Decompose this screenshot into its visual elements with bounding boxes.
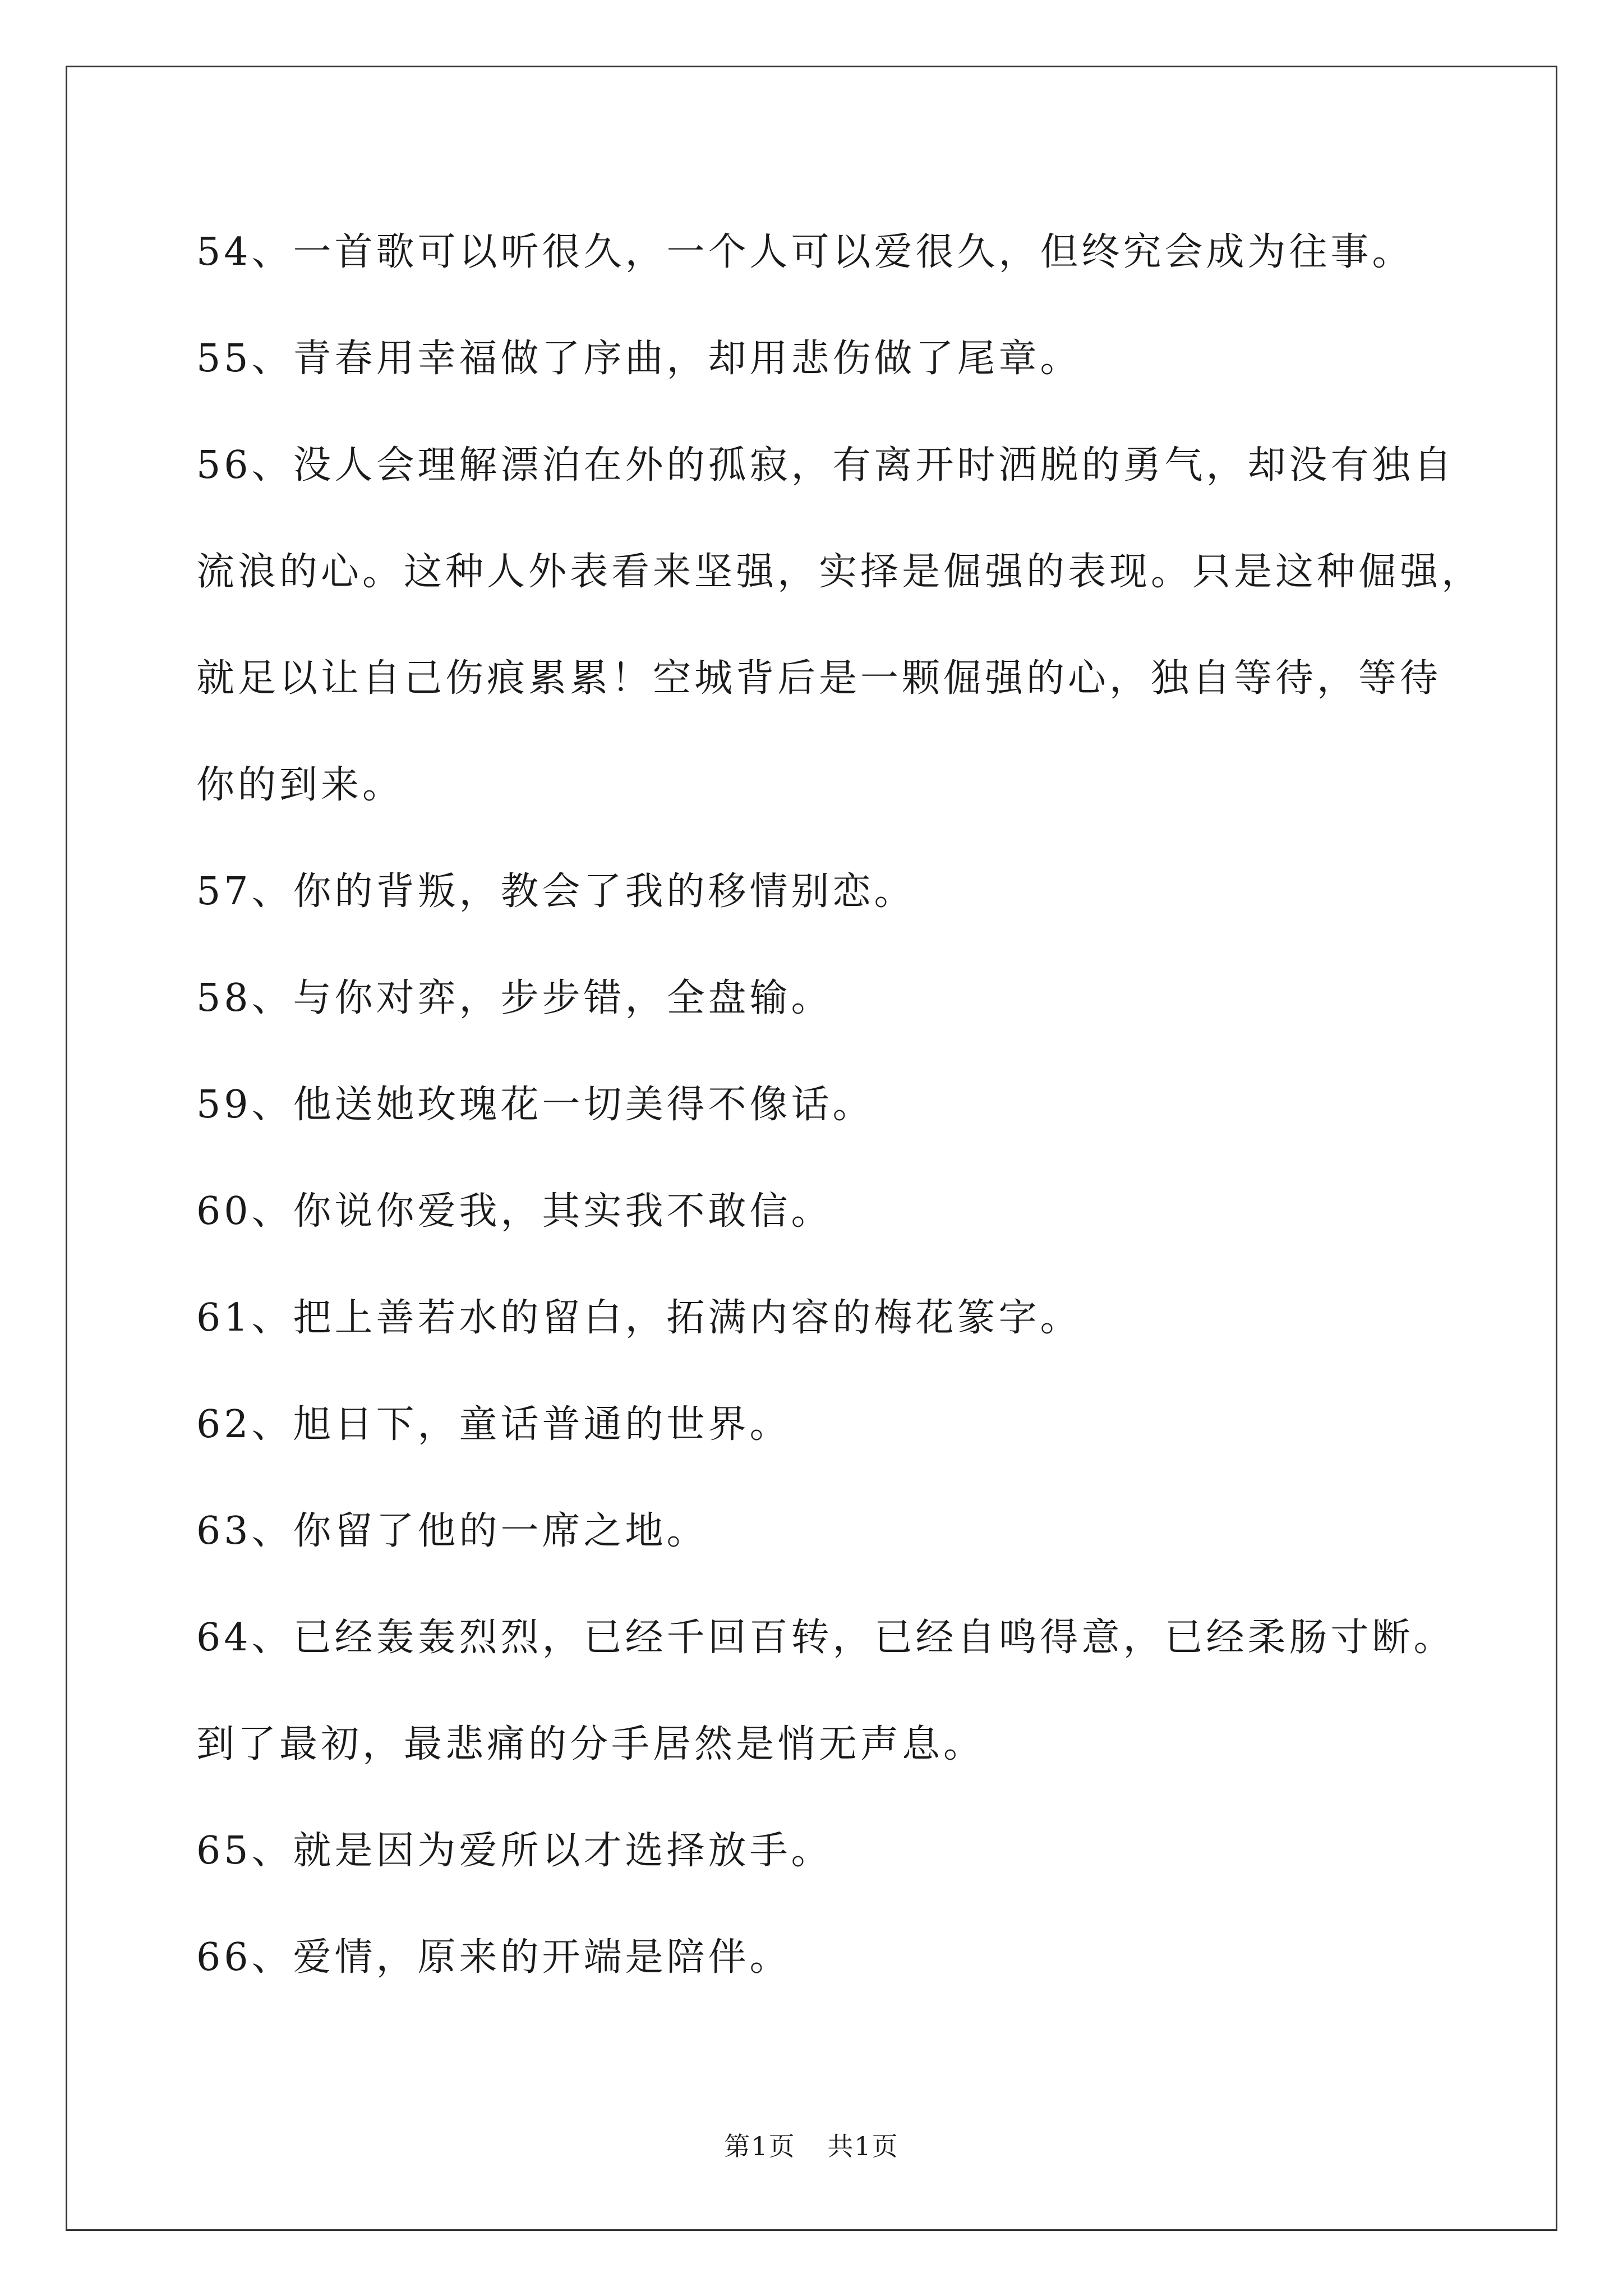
text-line: 55、青春用幸福做了序曲，却用悲伤做了尾章。 [196, 337, 1082, 381]
page-number: 第1页 [724, 2131, 796, 2161]
text-line: 54、一首歌可以听很久，一个人可以爱很久，但终究会成为往事。 [196, 230, 1414, 274]
text-line: 到了最初，最悲痛的分手居然是悄无声息。 [196, 1722, 985, 1766]
text-line: 60、你说你爱我，其实我不敢信。 [196, 1189, 833, 1234]
text-line: 你的到来。 [196, 763, 404, 807]
page-footer [0, 2126, 1623, 2163]
text-line: 56、没人会理解漂泊在外的孤寂，有离开时洒脱的勇气，却没有独自 [196, 443, 1455, 487]
page-total: 共1页 [827, 2131, 899, 2161]
text-line: 62、旭日下，童话普通的世界。 [196, 1402, 791, 1447]
text-line: 64、已经轰轰烈烈，已经千回百转，已经自鸣得意，已经柔肠寸断。 [196, 1616, 1455, 1660]
text-line: 就足以让自己伤痕累累！空城背后是一颗倔强的心，独自等待，等待 [196, 656, 1442, 701]
text-line: 65、就是因为爱所以才选择放手。 [196, 1829, 833, 1873]
text-line: 流浪的心。这种人外表看来坚强，实择是倔强的表现。只是这种倔强， [196, 550, 1483, 594]
text-line: 63、你留了他的一席之地。 [196, 1509, 708, 1553]
text-line: 57、你的背叛，教会了我的移情别恋。 [196, 869, 916, 914]
document-body [196, 219, 1483, 2031]
text-line: 59、他送她玫瑰花一切美得不像话。 [196, 1083, 874, 1127]
text-line: 58、与你对弈，步步错，全盘输。 [196, 976, 833, 1020]
text-line: 66、爱情，原来的开端是陪伴。 [196, 1935, 791, 1980]
text-line: 61、把上善若水的留白，拓满内容的梅花篆字。 [196, 1296, 1082, 1340]
